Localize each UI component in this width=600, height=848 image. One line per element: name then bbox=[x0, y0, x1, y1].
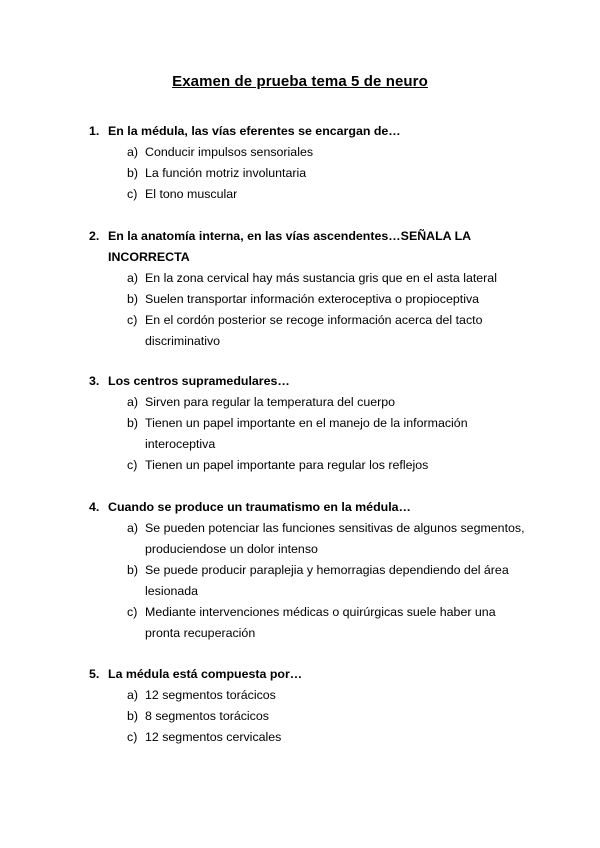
option-list bbox=[89, 268, 529, 352]
option-a bbox=[127, 518, 529, 560]
option-b bbox=[127, 560, 529, 602]
option-letter: c) bbox=[127, 187, 138, 201]
option-list bbox=[89, 518, 529, 644]
option-letter: a) bbox=[127, 521, 139, 535]
question-text: Cuando se produce un traumatismo en la médula… bbox=[108, 500, 411, 514]
question-text: En la anatomía interna, en las vías ascendentes…SEÑALA LA INCORRECTA bbox=[108, 229, 471, 264]
option-c bbox=[127, 727, 529, 748]
option-list bbox=[89, 392, 529, 476]
option-text: Tienen un papel importante en el manejo de la información interoceptiva bbox=[145, 416, 468, 451]
option-c bbox=[127, 310, 529, 352]
option-text: La función motriz involuntaria bbox=[145, 166, 307, 180]
question-heading bbox=[89, 226, 529, 268]
question-4 bbox=[89, 497, 529, 644]
question-number: 4. bbox=[89, 500, 100, 514]
question-number: 1. bbox=[89, 124, 100, 138]
option-letter: b) bbox=[127, 563, 139, 577]
option-text: Tienen un papel importante para regular los reflejos bbox=[145, 458, 429, 472]
option-letter: b) bbox=[127, 166, 139, 180]
option-letter: a) bbox=[127, 271, 139, 285]
option-text: Se puede producir paraplejia y hemorragias dependiendo del área lesionada bbox=[145, 563, 509, 598]
option-b bbox=[127, 706, 529, 727]
option-letter: c) bbox=[127, 458, 138, 472]
option-text: 8 segmentos torácicos bbox=[145, 709, 269, 723]
option-text: Se pueden potenciar las funciones sensitivas de algunos segmentos, produciendose un dolor intenso bbox=[145, 521, 525, 556]
question-2 bbox=[89, 226, 529, 352]
question-number: 2. bbox=[89, 229, 100, 243]
option-letter: b) bbox=[127, 292, 139, 306]
option-c bbox=[127, 602, 529, 644]
option-a bbox=[127, 392, 529, 413]
question-heading bbox=[89, 121, 529, 142]
option-a bbox=[127, 268, 529, 289]
option-a bbox=[127, 685, 529, 706]
option-text: En la zona cervical hay más sustancia gris que en el asta lateral bbox=[145, 271, 497, 285]
question-heading bbox=[89, 497, 529, 518]
question-number: 5. bbox=[89, 667, 100, 681]
question-3 bbox=[89, 371, 529, 476]
option-b bbox=[127, 289, 529, 310]
option-letter: c) bbox=[127, 730, 138, 744]
option-letter: a) bbox=[127, 145, 139, 159]
question-number: 3. bbox=[89, 374, 100, 388]
option-letter: c) bbox=[127, 605, 138, 619]
option-letter: c) bbox=[127, 313, 138, 327]
option-b bbox=[127, 163, 529, 184]
option-c bbox=[127, 184, 529, 205]
option-text: Mediante intervenciones médicas o quirúrgicas suele haber una pronta recuperación bbox=[145, 605, 496, 640]
option-text: 12 segmentos torácicos bbox=[145, 688, 276, 702]
option-letter: a) bbox=[127, 395, 139, 409]
option-list bbox=[89, 142, 529, 205]
question-text: En la médula, las vías eferentes se encargan de… bbox=[108, 124, 401, 138]
option-letter: b) bbox=[127, 416, 139, 430]
option-a bbox=[127, 142, 529, 163]
exam-title: Examen de prueba tema 5 de neuro bbox=[172, 73, 428, 90]
question-heading bbox=[89, 664, 529, 685]
option-text: 12 segmentos cervicales bbox=[145, 730, 282, 744]
option-text: El tono muscular bbox=[145, 187, 238, 201]
question-1 bbox=[89, 121, 529, 205]
question-heading bbox=[89, 371, 529, 392]
option-c bbox=[127, 455, 529, 476]
option-text: Sirven para regular la temperatura del cuerpo bbox=[145, 395, 396, 409]
option-list bbox=[89, 685, 529, 748]
question-text: Los centros supramedulares… bbox=[108, 374, 290, 388]
option-b bbox=[127, 413, 529, 455]
option-letter: a) bbox=[127, 688, 139, 702]
question-text: La médula está compuesta por… bbox=[108, 667, 303, 681]
option-text: En el cordón posterior se recoge información acerca del tacto discriminativo bbox=[145, 313, 483, 348]
option-letter: b) bbox=[127, 709, 139, 723]
option-text: Suelen transportar información exteroceptiva o propioceptiva bbox=[145, 292, 480, 306]
question-5 bbox=[89, 664, 529, 748]
option-text: Conducir impulsos sensoriales bbox=[145, 145, 314, 159]
